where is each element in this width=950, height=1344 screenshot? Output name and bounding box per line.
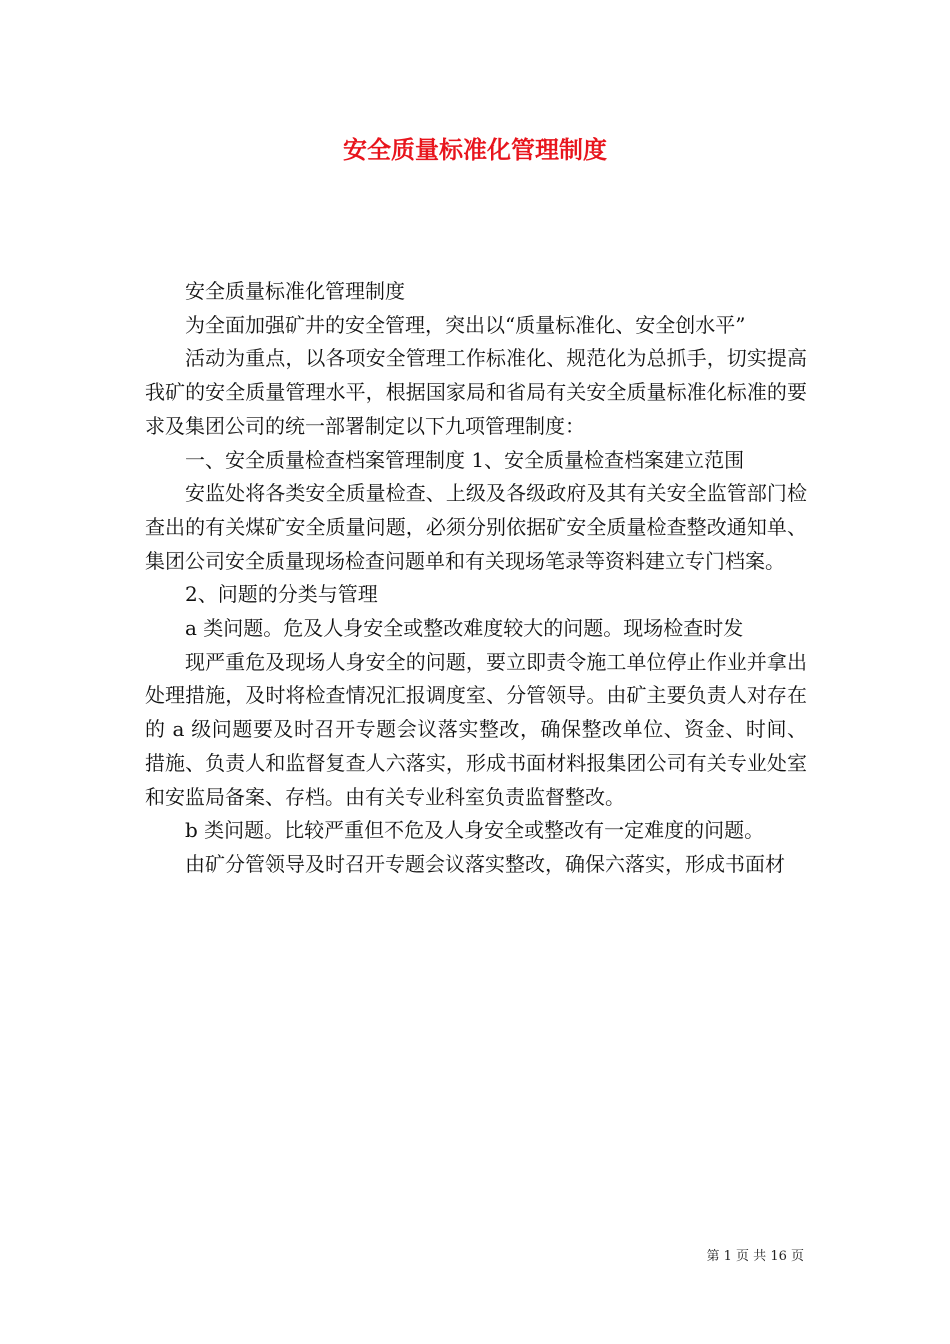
paragraph: a 类问题。危及人身安全或整改难度较大的问题。现场检查时发: [185, 616, 744, 641]
paragraph: 活动为重点，以各项安全管理工作标准化、规范化为总抓手，切实提高我矿的安全质量管理水平，根据国家局和省局有关安全质量标准化标准的要求及集团公司的统一部署制定以下九项管理制度：: [145, 346, 807, 438]
page-number: 第 1 页 共 16 页: [706, 1249, 804, 1264]
paragraph: 由矿分管领导及时召开专题会议落实整改，确保六落实，形成书面材: [185, 851, 785, 876]
paragraph: b 类问题。比较严重但不危及人身安全或整改有一定难度的问题。: [185, 818, 765, 843]
paragraph: 2、问题的分类与管理: [185, 582, 378, 607]
paragraph: 一、安全质量检查档案管理制度 1、安全质量检查档案建立范围: [185, 447, 745, 472]
document-body: [145, 275, 807, 882]
paragraph: 安全质量标准化管理制度: [185, 279, 405, 303]
paragraph: 安监处将各类安全质量检查、上级及各级政府及其有关安全监管部门检查出的有关煤矿安全质量问题，必须分别依据矿安全质量检查整改通知单、集团公司安全质量现场检查问题单和有关现场笔录等资料建立专门档案。: [145, 481, 807, 573]
paragraph: 现严重危及现场人身安全的问题，要立即责令施工单位停止作业并拿出处理措施，及时将检查情况汇报调度室、分管领导。由矿主要负责人对存在的 a 级问题要及时召开专题会议落实整改，确保整改单位、资金、时间、措施、负责人和监督复查人六落实，形成书面材料报集团公司有关专业处室和安监局备案、存档。由有关专业科室负责监督整改。: [145, 649, 807, 809]
paragraph: 为全面加强矿井的安全管理，突出以“质量标准化、安全创水平”: [185, 312, 746, 337]
page-title: 安全质量标准化管理制度: [343, 135, 607, 164]
